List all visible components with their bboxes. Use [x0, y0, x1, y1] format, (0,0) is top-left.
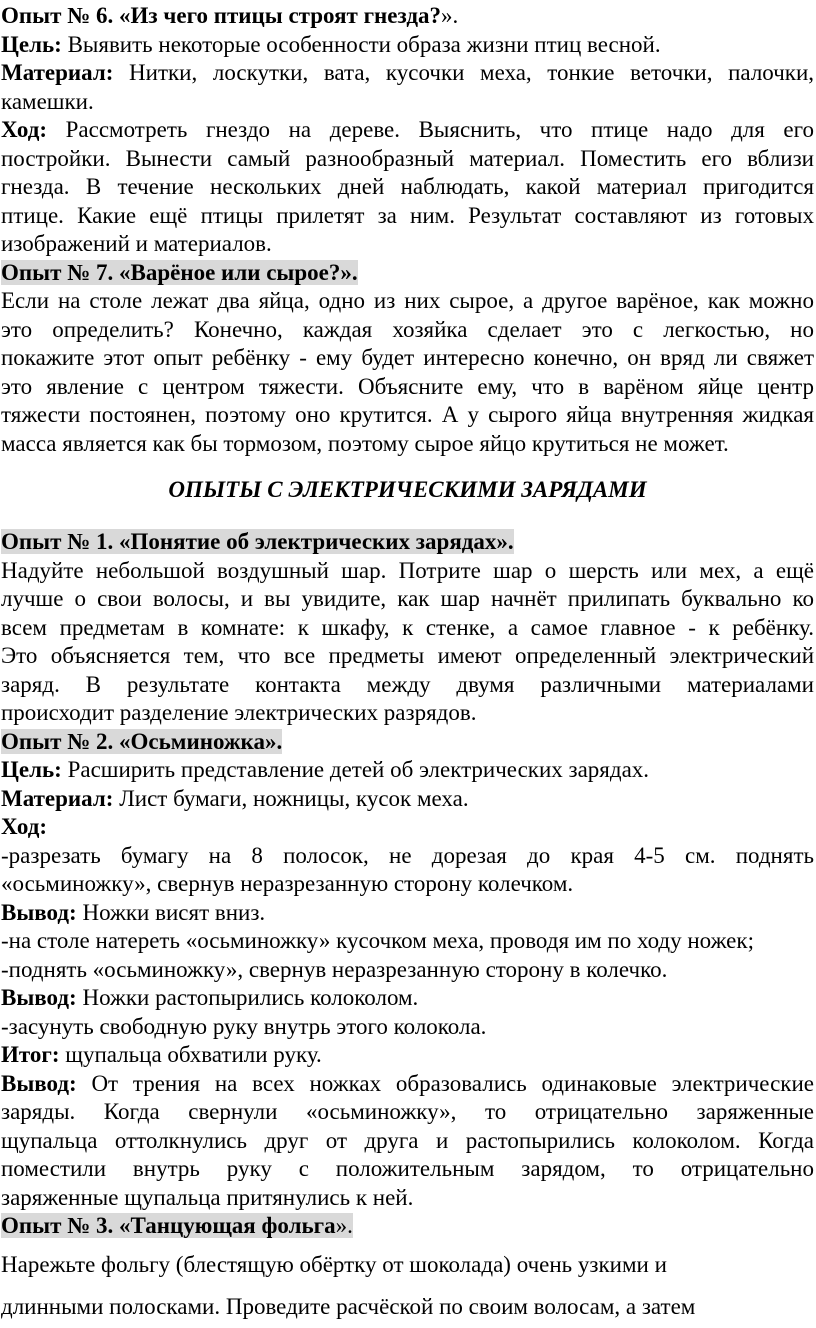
goal-label: Цель:: [1, 31, 62, 57]
output-text: От трения на всех ножках образовались одинаковые электрические: [76, 1070, 814, 1096]
el2-step3: -поднять «осьминожку», свернув неразрезанную сторону в колечко.: [1, 956, 668, 982]
el3-line1: Нарежьте фольгу (блестящую обёртку от шоколада) очень узкими и: [1, 1251, 667, 1277]
el1-title: Опыт № 1. «Понятие об электрических зарядах».: [1, 529, 514, 554]
el2-output3-line3: щупальца оттолкнулись друг от друга и растопырились колоколом. Когда: [1, 1127, 814, 1153]
el2-step2: -на столе натереть «осьминожку» кусочком меха, проводя им по ходу ножек;: [1, 928, 754, 953]
el2-step1-line1: -разрезать бумагу на 8 полосок, не дорезая до края 4-5 см. поднять: [1, 842, 814, 868]
el3-title-end: ».: [335, 1213, 353, 1238]
exp6-material-line2: камешки.: [1, 88, 94, 114]
el2-course: [1, 813, 814, 842]
el2-output3-line4: поместили внутрь руку с положительным зарядом, то отрицательно: [1, 1156, 814, 1181]
el1-heading: [1, 528, 814, 557]
exp7-heading: [1, 259, 814, 288]
exp6-course-line3: гнезда. В течение нескольких дней наблюдать, какой материал пригодится: [1, 174, 814, 199]
el3-title-text: Опыт № 3. «Танцующая фольга: [1, 1213, 336, 1238]
el1-line5: заряд. В результате контакта между двумя различными материалами: [1, 671, 814, 697]
exp6-course-line2: постройки. Вынести самый разнообразный материал. Поместить его вблизи: [1, 145, 814, 171]
output-label: Вывод:: [1, 1070, 77, 1096]
exp7-line3: покажите этот опыт ребёнку - ему будет интересно конечно, он вряд ли свяжет: [1, 345, 814, 370]
el2-goal: [1, 756, 814, 785]
output-label: Вывод:: [1, 985, 77, 1010]
output-text: Ножки растопырились колоколом.: [76, 985, 419, 1010]
course-label: Ход:: [1, 814, 48, 839]
el3-heading: [1, 1212, 814, 1241]
el2-material: [1, 785, 814, 814]
course-text: Рассмотреть гнездо на дереве. Выяснить, что птице надо для его: [47, 117, 814, 142]
exp6-course-line5: изображений и материалов.: [1, 231, 272, 256]
material-label: Материал:: [1, 60, 114, 85]
exp6-goal: [1, 31, 814, 60]
el2-output1: [1, 899, 814, 928]
goal-label: Цель:: [1, 757, 62, 782]
goal-text: Выявить некоторые особенности образа жизни птиц весной.: [61, 31, 661, 57]
el1-line6: происходит разделение электрических разрядов.: [1, 700, 477, 725]
exp6-title: Опыт № 6. «Из чего птицы строят гнезда?: [1, 3, 441, 28]
exp7-line4: это явление с центром тяжести. Объясните ему, что в варёном яйце центр: [1, 373, 814, 399]
output-text: Ножки висят вниз.: [76, 899, 266, 925]
exp7-line5: тяжести постоянен, поэтому оно крутится. А у сырого яйца внутренняя жидкая: [1, 402, 814, 427]
exp6-title-end: ».: [440, 3, 459, 28]
el2-step4: -засунуть свободную руку внутрь этого колокола.: [1, 1013, 487, 1039]
goal-text: Расширить представление детей об электрических зарядах.: [61, 757, 650, 782]
exp6-course-line1: [1, 116, 814, 145]
output-label: Вывод:: [1, 899, 77, 925]
el2-total: [1, 1041, 814, 1070]
material-label: Материал:: [1, 785, 114, 811]
el2-output3-line2: заряды. Когда свернули «осьминожку», то отрицательно заряженные: [1, 1099, 814, 1124]
el2-title: Опыт № 2. «Осьминожка».: [1, 728, 283, 754]
total-text: щупальца обхватили руку.: [59, 1042, 322, 1067]
exp6-heading: [1, 2, 814, 31]
el2-output2: [1, 984, 814, 1013]
total-label: Итог:: [1, 1042, 60, 1067]
exp6-course-line4: птице. Какие ещё птицы прилетят за ним. Результат составляют из готовых: [1, 202, 814, 228]
el2-step1-line2: «осьминожку», свернув неразрезанную сторону колечком.: [1, 871, 574, 896]
material-text: Лист бумаги, ножницы, кусок меха.: [113, 785, 469, 811]
el3-title: [1, 1213, 353, 1238]
el3-line2: длинными полосками. Проведите расчёской по своим волосам, а затем: [1, 1293, 696, 1319]
exp7-line1: Если на столе лежат два яйца, одно из них сырое, а другое варёное, как можно: [1, 288, 814, 313]
exp7-line6: масса является как бы тормозом, поэтому сырое яйцо крутиться не может.: [1, 430, 729, 456]
section-title: ОПЫТЫ С ЭЛЕКТРИЧЕСКИМИ ЗАРЯДАМИ: [168, 477, 647, 502]
el2-heading: [1, 728, 814, 757]
el2-output3-line1: [1, 1070, 814, 1099]
exp7-line2: это определить? Конечно, каждая хозяйка сделает это с легкостью, но: [1, 316, 814, 342]
exp6-material-line1: [1, 59, 814, 88]
course-label: Ход:: [1, 117, 48, 142]
el1-line3: всем предметам в комнате: к шкафу, к стенке, а самое главное - к ребёнку.: [1, 614, 814, 640]
el1-line4: Это объясняется тем, что все предметы имеют определенный электрический: [1, 643, 814, 668]
el1-line1: Надуйте небольшой воздушный шар. Потрите шар о шерсть или мех, а ещё: [1, 557, 814, 583]
el2-output3-line5: заряженные щупальца притянулись к ней.: [1, 1184, 414, 1210]
material-text: Нитки, лоскутки, вата, кусочки меха, тонкие веточки, палочки,: [113, 60, 814, 85]
el1-line2: лучше о свои волосы, и вы увидите, как шар начнёт прилипать буквально ко: [1, 586, 814, 611]
exp7-title: Опыт № 7. «Варёное или сырое?».: [1, 259, 358, 285]
